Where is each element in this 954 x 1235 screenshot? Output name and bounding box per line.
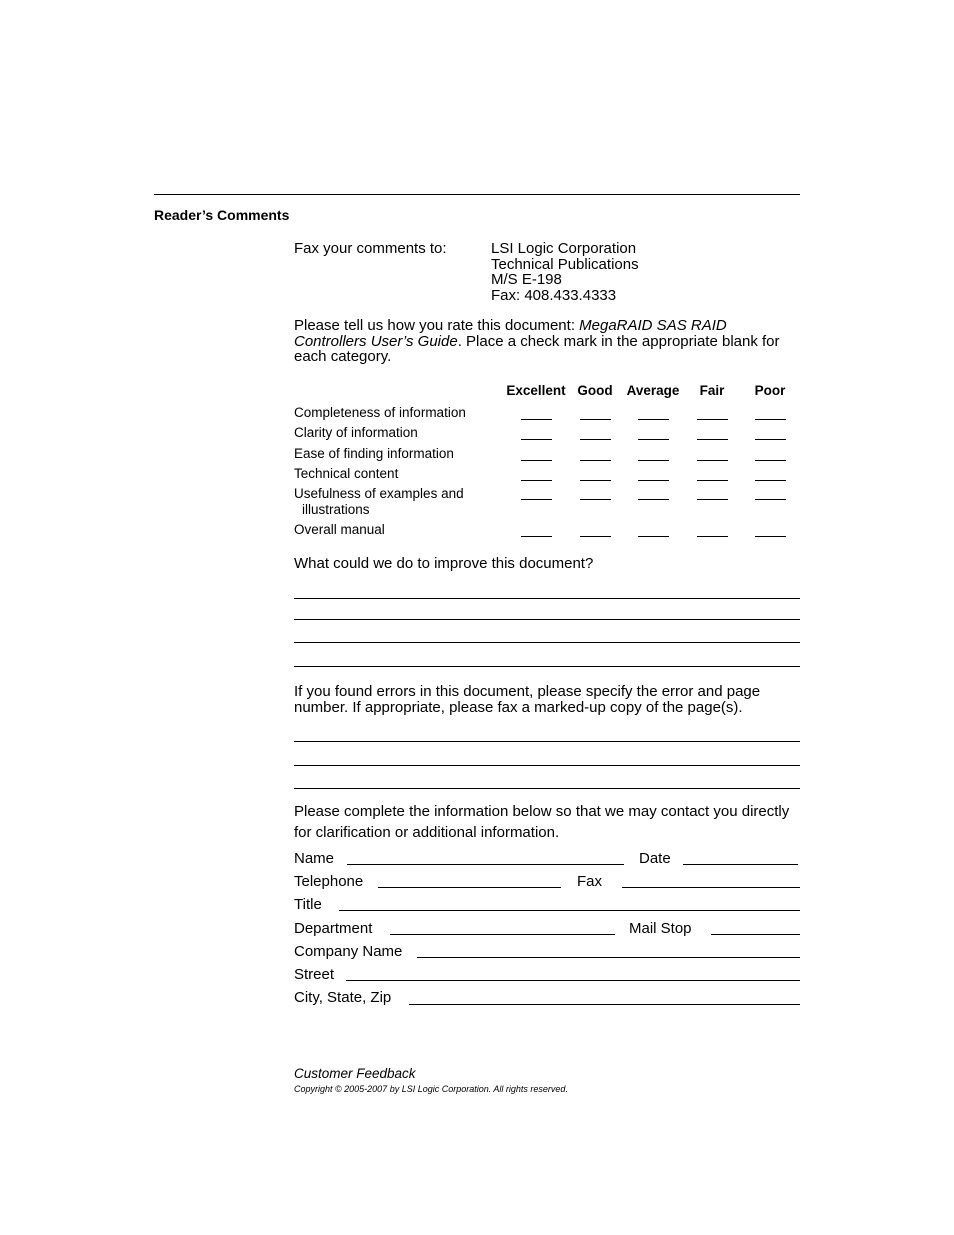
rating-col-poor: Poor: [754, 383, 786, 398]
rating-row-technical: Technical content: [294, 466, 399, 481]
address-line: M/S E-198: [491, 271, 562, 289]
rating-col-excellent: Excellent: [506, 383, 566, 398]
rating-blank[interactable]: [638, 460, 669, 461]
company-name-field[interactable]: [417, 957, 800, 958]
rating-blank[interactable]: [697, 536, 728, 537]
mail-stop-field[interactable]: [711, 934, 800, 935]
page-heading: Reader’s Comments: [154, 207, 290, 223]
rating-row-usefulness: Usefulness of examples and: [294, 486, 464, 501]
intro-before: Please tell us how you rate this document:: [294, 317, 580, 334]
improve-line[interactable]: [294, 598, 800, 599]
errors-text: If you found errors in this document, please specify the error and page number. If appropriate, please fax a marked-up copy of the page(s).: [294, 683, 761, 716]
errors-line[interactable]: [294, 741, 800, 742]
document-title: MegaRAID SAS RAID Controllers User’s Guide: [294, 317, 727, 350]
copyright: Copyright © 2005-2007 by LSI Logic Corporation. All rights reserved.: [294, 1084, 568, 1094]
errors-line[interactable]: [294, 788, 800, 789]
rating-intro: [294, 318, 798, 365]
rating-blank[interactable]: [521, 499, 552, 500]
fax-field[interactable]: [622, 887, 800, 888]
rating-blank[interactable]: [638, 536, 669, 537]
improve-question: What could we do to improve this document?: [294, 555, 594, 572]
address-block: [491, 241, 639, 303]
company-name-label: Company Name: [294, 943, 403, 960]
rating-blank[interactable]: [580, 439, 611, 440]
footer-title: Customer Feedback: [294, 1066, 416, 1081]
fax-field-label: Fax: [577, 873, 603, 890]
rating-blank[interactable]: [755, 419, 786, 420]
rating-blank[interactable]: [697, 480, 728, 481]
rating-blank[interactable]: [697, 460, 728, 461]
department-field[interactable]: [390, 934, 615, 935]
rating-blank[interactable]: [755, 480, 786, 481]
rating-blank[interactable]: [521, 460, 552, 461]
rating-blank[interactable]: [580, 499, 611, 500]
telephone-field[interactable]: [378, 887, 561, 888]
improve-line[interactable]: [294, 619, 800, 620]
rating-blank[interactable]: [638, 499, 669, 500]
fax-label: Fax your comments to:: [294, 240, 447, 257]
rating-col-average: Average: [626, 383, 680, 398]
date-field[interactable]: [683, 864, 798, 865]
rating-col-good: Good: [577, 383, 613, 398]
rating-blank[interactable]: [697, 419, 728, 420]
rating-blank[interactable]: [521, 439, 552, 440]
top-rule: [154, 194, 800, 195]
rating-blank[interactable]: [755, 439, 786, 440]
rating-blank[interactable]: [755, 536, 786, 537]
rating-blank[interactable]: [521, 480, 552, 481]
improve-line[interactable]: [294, 642, 800, 643]
rating-blank[interactable]: [638, 480, 669, 481]
name-field[interactable]: [347, 864, 624, 865]
improve-line[interactable]: [294, 666, 800, 667]
rating-blank[interactable]: [697, 499, 728, 500]
rating-blank[interactable]: [580, 536, 611, 537]
street-field[interactable]: [346, 980, 800, 981]
mail-stop-label: Mail Stop: [629, 920, 692, 937]
rating-blank[interactable]: [521, 536, 552, 537]
address-line: Fax: 408.433.4333: [491, 286, 617, 304]
rating-col-fair: Fair: [699, 383, 725, 398]
rating-blank[interactable]: [755, 460, 786, 461]
rating-blank[interactable]: [755, 499, 786, 500]
city-state-zip-label: City, State, Zip: [294, 989, 392, 1006]
rating-blank[interactable]: [697, 439, 728, 440]
address-line: Technical Publications: [491, 255, 639, 273]
rating-blank[interactable]: [521, 419, 552, 420]
department-label: Department: [294, 920, 373, 937]
rating-row-usefulness-cont: illustrations: [302, 502, 370, 517]
rating-blank[interactable]: [638, 419, 669, 420]
telephone-label: Telephone: [294, 873, 364, 890]
contact-text: Please complete the information below so that we may contact you directly for clarification or additional information.: [294, 803, 790, 841]
city-state-zip-field[interactable]: [409, 1004, 800, 1005]
rating-row-clarity: Clarity of information: [294, 425, 418, 440]
rating-blank[interactable]: [580, 419, 611, 420]
title-label: Title: [294, 896, 322, 913]
rating-blank[interactable]: [638, 439, 669, 440]
address-line: LSI Logic Corporation: [491, 240, 637, 257]
date-label: Date: [639, 850, 671, 867]
rating-blank[interactable]: [580, 460, 611, 461]
rating-blank[interactable]: [580, 480, 611, 481]
errors-line[interactable]: [294, 765, 800, 766]
name-label: Name: [294, 850, 335, 867]
street-label: Street: [294, 966, 335, 983]
intro-after: . Place a check mark in the appropriate blank for each category.: [294, 332, 780, 366]
rating-row-completeness: Completeness of information: [294, 405, 466, 420]
title-field[interactable]: [339, 910, 800, 911]
rating-row-overall: Overall manual: [294, 522, 385, 537]
rating-row-ease: Ease of finding information: [294, 446, 454, 461]
